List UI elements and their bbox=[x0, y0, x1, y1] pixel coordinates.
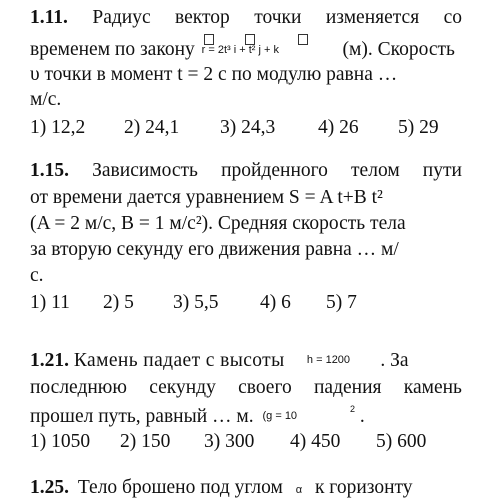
text: от времени дается уравнением S = A t+B t² bbox=[30, 187, 383, 208]
problem-1-25-line-1 bbox=[30, 478, 413, 498]
word: последнюю bbox=[30, 377, 127, 398]
g-formula-tail: 2 bbox=[349, 404, 355, 414]
problem-1-11-line-4 bbox=[30, 90, 61, 110]
problem-1-21-line-2 bbox=[30, 378, 462, 398]
problem-1-21-line-1 bbox=[30, 351, 409, 371]
problem-1-11-line-3 bbox=[30, 65, 397, 85]
answer-option: 2) 5 bbox=[103, 292, 134, 313]
text: за вторую секунду его движения равна … м/ bbox=[30, 239, 399, 260]
missing-glyph-icon bbox=[298, 34, 308, 45]
word: камень bbox=[403, 377, 462, 398]
formula-text: r = 2t³ i + t² j + k bbox=[201, 44, 279, 56]
problem-number: 1.25. bbox=[30, 477, 69, 498]
text: (м). Скорость bbox=[342, 39, 455, 60]
problem-1-15-line-2 bbox=[30, 188, 383, 208]
text: Тело брошено под углом bbox=[77, 477, 283, 498]
problem-1-15-line-4 bbox=[30, 240, 399, 260]
answer-option: 4) 26 bbox=[318, 117, 359, 138]
word: пути bbox=[422, 160, 462, 181]
word: точки bbox=[254, 7, 302, 28]
problem-1-11-options bbox=[30, 118, 439, 138]
answer-option: 3) 300 bbox=[204, 431, 255, 452]
answer-option: 2) 150 bbox=[120, 431, 171, 452]
problem-number: 1.21. bbox=[30, 350, 69, 371]
problem-number: 1.11. bbox=[30, 7, 68, 28]
word: своего bbox=[238, 377, 292, 398]
formula-image bbox=[200, 36, 338, 58]
word: Радиус bbox=[92, 7, 151, 28]
word: со bbox=[443, 7, 462, 28]
text: м/с. bbox=[30, 89, 62, 110]
text: υ точки в момент t = 2 с по модулю равна … bbox=[30, 64, 398, 85]
answer-option: 1) 1050 bbox=[30, 431, 91, 452]
word: секунду bbox=[149, 377, 216, 398]
answer-option: 3) 5,5 bbox=[173, 292, 219, 313]
problem-1-11-line-2 bbox=[30, 36, 455, 60]
g-formula: (g = 10 bbox=[262, 410, 298, 422]
text: . bbox=[359, 406, 365, 427]
text: прошел путь, равный … м. bbox=[30, 406, 254, 427]
text: Камень падает с высоты bbox=[73, 350, 285, 371]
word: пройденного bbox=[221, 160, 328, 181]
answer-option: 5) 7 bbox=[326, 292, 357, 313]
answer-option: 5) 600 bbox=[376, 431, 427, 452]
answer-option: 4) 450 bbox=[290, 431, 341, 452]
height-formula: h = 1200 bbox=[306, 354, 351, 366]
missing-glyph-icon bbox=[204, 34, 214, 45]
text: (A = 2 м/с, B = 1 м/с²). Средняя скорость тела bbox=[30, 213, 406, 234]
alpha-symbol: α bbox=[295, 484, 303, 496]
word: Зависимость bbox=[92, 160, 198, 181]
problem-1-11-line-1 bbox=[30, 8, 462, 28]
word: падения bbox=[314, 377, 382, 398]
answer-option: 5) 29 bbox=[398, 117, 439, 138]
missing-glyph-icon bbox=[245, 34, 255, 45]
word: изменяется bbox=[325, 7, 420, 28]
problem-1-15-options bbox=[30, 293, 357, 313]
answer-option: 3) 24,3 bbox=[220, 117, 276, 138]
word: телом bbox=[351, 160, 400, 181]
problem-1-21-options bbox=[30, 432, 426, 452]
answer-option: 1) 12,2 bbox=[30, 117, 86, 138]
problem-1-15-line-1 bbox=[30, 161, 462, 181]
text: с. bbox=[30, 265, 44, 286]
problem-1-15-line-5 bbox=[30, 266, 44, 286]
answer-option: 1) 11 bbox=[30, 292, 70, 313]
text: к горизонту bbox=[314, 477, 413, 498]
problem-1-15-line-3 bbox=[30, 214, 406, 234]
answer-option: 4) 6 bbox=[260, 292, 291, 313]
problem-number: 1.15. bbox=[30, 160, 69, 181]
text: временем по закону bbox=[30, 39, 195, 60]
word: вектор bbox=[175, 7, 230, 28]
text: . За bbox=[380, 350, 409, 371]
problem-1-21-line-3 bbox=[30, 405, 365, 427]
answer-option: 2) 24,1 bbox=[124, 117, 180, 138]
